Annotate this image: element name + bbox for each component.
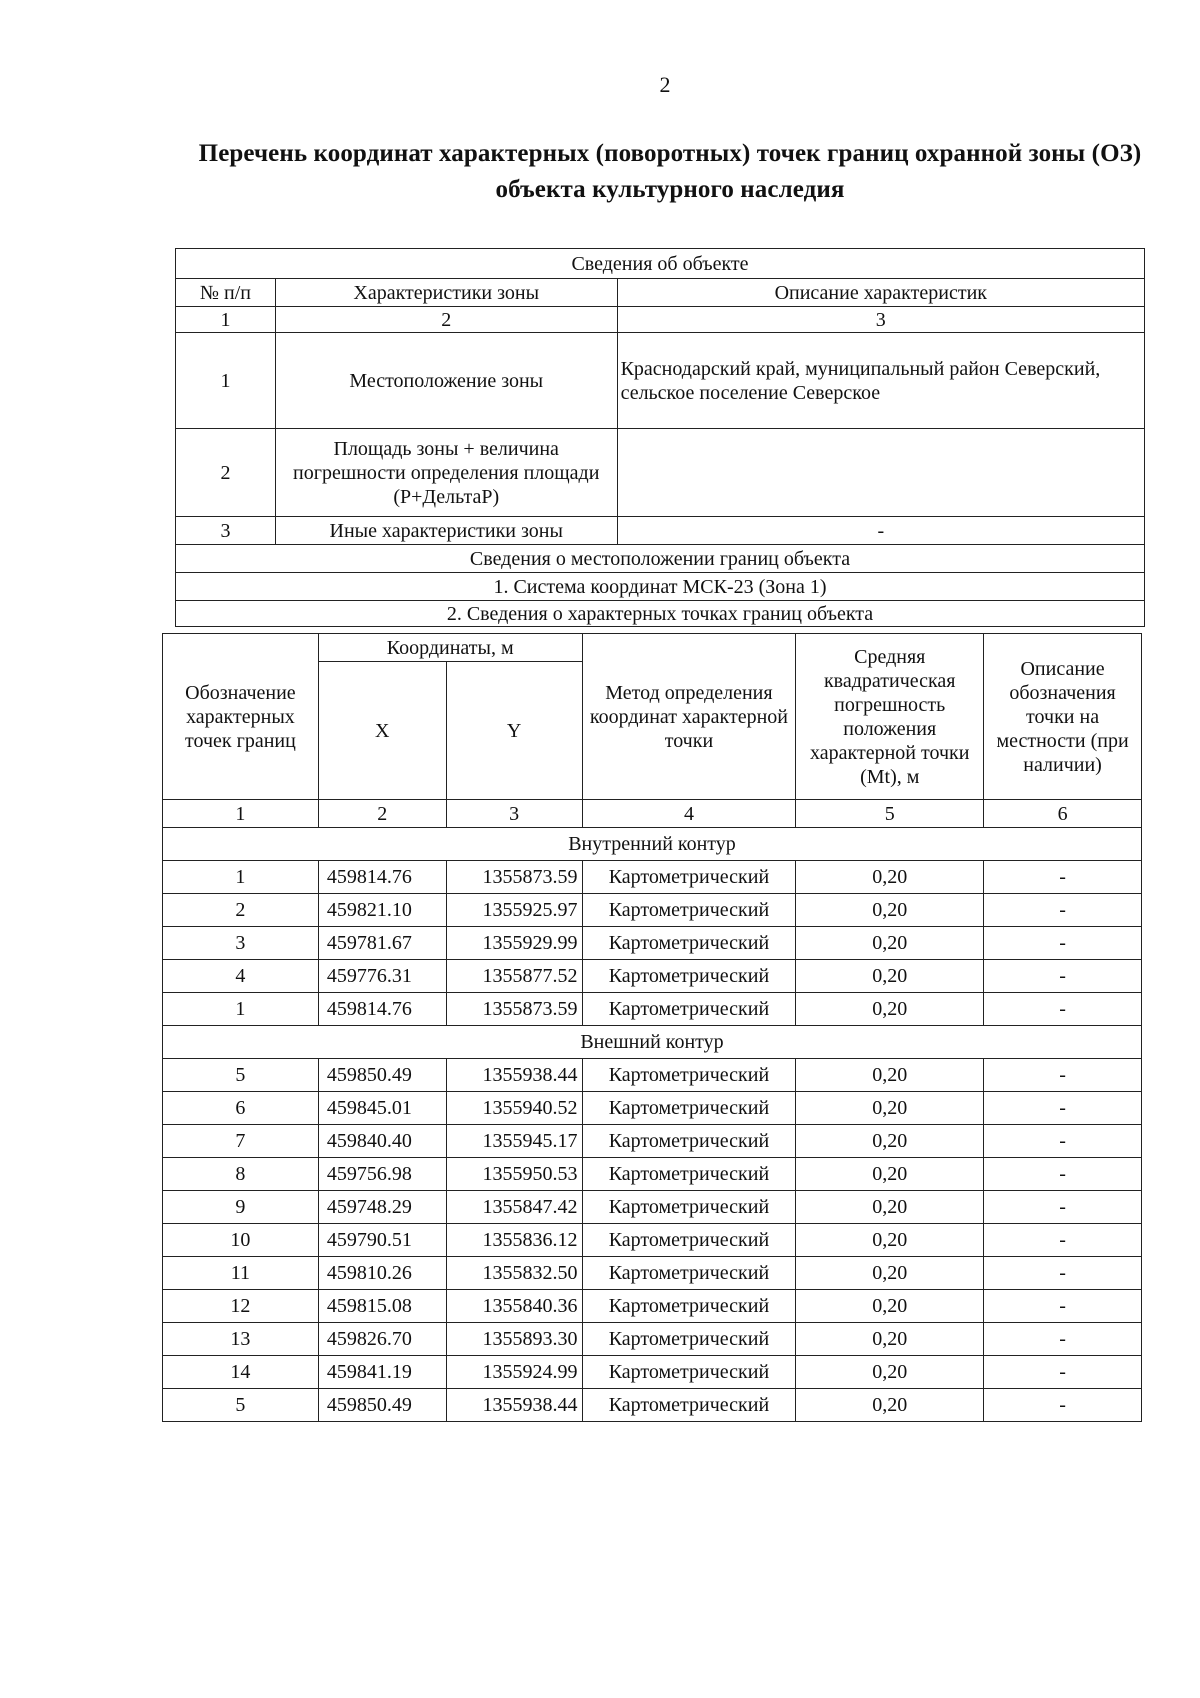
error-mt: 0,20	[796, 1323, 984, 1356]
point-id: 7	[163, 1125, 319, 1158]
point-id: 14	[163, 1356, 319, 1389]
method: Картометрический	[582, 1059, 796, 1092]
coord-y: 1355840.36	[446, 1290, 582, 1323]
header-error: Средняя квадратическая погрешность положения характерной точки (Mt), м	[796, 634, 984, 800]
coord-x: 459814.76	[318, 993, 446, 1026]
error-mt: 0,20	[796, 1389, 984, 1422]
error-mt: 0,20	[796, 894, 984, 927]
coord-x: 459845.01	[318, 1092, 446, 1125]
error-mt: 0,20	[796, 1191, 984, 1224]
point-description: -	[984, 1356, 1142, 1389]
col-header-characteristics: Характеристики зоны	[275, 279, 617, 307]
points-heading: 2. Сведения о характерных точках границ объекта	[176, 601, 1145, 627]
table-row	[163, 1389, 1142, 1422]
info-row-value	[617, 429, 1144, 517]
method: Картометрический	[582, 894, 796, 927]
point-description: -	[984, 861, 1142, 894]
error-mt: 0,20	[796, 960, 984, 993]
info-row-value: Краснодарский край, муниципальный район Северский, сельское поселение Северское	[617, 333, 1144, 429]
inner-contour-rows	[163, 861, 1142, 1026]
error-mt: 0,20	[796, 1158, 984, 1191]
table-row	[163, 1356, 1142, 1389]
method: Картометрический	[582, 1092, 796, 1125]
info-row-num: 3	[176, 517, 276, 545]
error-mt: 0,20	[796, 1290, 984, 1323]
col-number: 2	[318, 800, 446, 828]
col-number-1: 1	[176, 307, 276, 333]
coord-x: 459814.76	[318, 861, 446, 894]
coord-y: 1355873.59	[446, 861, 582, 894]
point-description: -	[984, 1257, 1142, 1290]
point-description: -	[984, 1125, 1142, 1158]
col-number-3: 3	[617, 307, 1144, 333]
coord-y: 1355938.44	[446, 1059, 582, 1092]
col-number-2: 2	[275, 307, 617, 333]
coord-x: 459850.49	[318, 1389, 446, 1422]
coord-y: 1355847.42	[446, 1191, 582, 1224]
table-row	[163, 1290, 1142, 1323]
col-number: 6	[984, 800, 1142, 828]
point-id: 9	[163, 1191, 319, 1224]
point-description: -	[984, 960, 1142, 993]
header-description: Описание обозначения точки на местности (при наличии)	[984, 634, 1142, 800]
point-description: -	[984, 894, 1142, 927]
method: Картометрический	[582, 1224, 796, 1257]
method: Картометрический	[582, 993, 796, 1026]
table-row	[163, 993, 1142, 1026]
method: Картометрический	[582, 1356, 796, 1389]
inner-contour-heading: Внутренний контур	[163, 828, 1142, 861]
header-x: X	[318, 662, 446, 800]
header-designation: Обозначение характерных точек границ	[163, 634, 319, 800]
coord-x: 459748.29	[318, 1191, 446, 1224]
error-mt: 0,20	[796, 861, 984, 894]
point-description: -	[984, 1224, 1142, 1257]
header-method: Метод определения координат характерной точки	[582, 634, 796, 800]
method: Картометрический	[582, 1290, 796, 1323]
error-mt: 0,20	[796, 993, 984, 1026]
col-header-num: № п/п	[176, 279, 276, 307]
error-mt: 0,20	[796, 1224, 984, 1257]
point-id: 5	[163, 1059, 319, 1092]
coord-system: 1. Система координат МСК-23 (Зона 1)	[176, 573, 1145, 601]
coord-y: 1355893.30	[446, 1323, 582, 1356]
method: Картометрический	[582, 861, 796, 894]
point-description: -	[984, 1191, 1142, 1224]
table-row	[163, 1059, 1142, 1092]
error-mt: 0,20	[796, 1092, 984, 1125]
coord-y: 1355929.99	[446, 927, 582, 960]
points-table	[162, 633, 1142, 1422]
point-id: 10	[163, 1224, 319, 1257]
point-id: 1	[163, 993, 319, 1026]
table-row	[163, 894, 1142, 927]
method: Картометрический	[582, 1257, 796, 1290]
point-id: 8	[163, 1158, 319, 1191]
outer-contour-heading: Внешний контур	[163, 1026, 1142, 1059]
coord-x: 459850.49	[318, 1059, 446, 1092]
point-id: 12	[163, 1290, 319, 1323]
point-description: -	[984, 1389, 1142, 1422]
table-row	[163, 1224, 1142, 1257]
coord-y: 1355925.97	[446, 894, 582, 927]
coord-x: 459826.70	[318, 1323, 446, 1356]
document-title: Перечень координат характерных (поворотных) точек границ охранной зоны (ОЗ) объекта культурного наследия	[198, 140, 1142, 204]
coord-y: 1355938.44	[446, 1389, 582, 1422]
info-row-name: Иные характеристики зоны	[275, 517, 617, 545]
point-description: -	[984, 993, 1142, 1026]
error-mt: 0,20	[796, 1125, 984, 1158]
coord-x: 459756.98	[318, 1158, 446, 1191]
table-row	[163, 1257, 1142, 1290]
coord-y: 1355950.53	[446, 1158, 582, 1191]
coord-y: 1355836.12	[446, 1224, 582, 1257]
error-mt: 0,20	[796, 927, 984, 960]
col-number: 1	[163, 800, 319, 828]
point-description: -	[984, 1158, 1142, 1191]
table-row	[163, 1191, 1142, 1224]
point-description: -	[984, 1092, 1142, 1125]
point-id: 5	[163, 1389, 319, 1422]
table-row	[163, 960, 1142, 993]
coord-y: 1355940.52	[446, 1092, 582, 1125]
table-row	[163, 1092, 1142, 1125]
method: Картометрический	[582, 1158, 796, 1191]
method: Картометрический	[582, 1125, 796, 1158]
coord-x: 459841.19	[318, 1356, 446, 1389]
col-header-description: Описание характеристик	[617, 279, 1144, 307]
coord-x: 459790.51	[318, 1224, 446, 1257]
table-row	[163, 1125, 1142, 1158]
info-row-value: -	[617, 517, 1144, 545]
table-row	[163, 861, 1142, 894]
point-description: -	[984, 1290, 1142, 1323]
coord-x: 459810.26	[318, 1257, 446, 1290]
table-row	[163, 927, 1142, 960]
method: Картометрический	[582, 1191, 796, 1224]
info-row-num: 1	[176, 333, 276, 429]
outer-contour-rows	[163, 1059, 1142, 1422]
method: Картометрический	[582, 960, 796, 993]
point-id: 13	[163, 1323, 319, 1356]
coord-x: 459776.31	[318, 960, 446, 993]
method: Картометрический	[582, 1389, 796, 1422]
coord-x: 459781.67	[318, 927, 446, 960]
info-row-name: Местоположение зоны	[275, 333, 617, 429]
info-row-name: Площадь зоны + величина погрешности определения площади (P+ДельтаP)	[275, 429, 617, 517]
coord-x: 459821.10	[318, 894, 446, 927]
col-number: 4	[582, 800, 796, 828]
point-id: 4	[163, 960, 319, 993]
coord-y: 1355873.59	[446, 993, 582, 1026]
table-row	[163, 1323, 1142, 1356]
coord-x: 459840.40	[318, 1125, 446, 1158]
point-id: 2	[163, 894, 319, 927]
point-id: 6	[163, 1092, 319, 1125]
error-mt: 0,20	[796, 1356, 984, 1389]
method: Картометрический	[582, 927, 796, 960]
table-row	[163, 1158, 1142, 1191]
object-info-table	[175, 248, 1145, 627]
col-number: 5	[796, 800, 984, 828]
location-heading: Сведения о местоположении границ объекта	[176, 545, 1145, 573]
point-id: 1	[163, 861, 319, 894]
header-coords: Координаты, м	[318, 634, 582, 662]
point-description: -	[984, 1323, 1142, 1356]
point-description: -	[984, 1059, 1142, 1092]
point-id: 11	[163, 1257, 319, 1290]
method: Картометрический	[582, 1323, 796, 1356]
coord-x: 459815.08	[318, 1290, 446, 1323]
coord-y: 1355924.99	[446, 1356, 582, 1389]
col-number: 3	[446, 800, 582, 828]
error-mt: 0,20	[796, 1059, 984, 1092]
coord-y: 1355832.50	[446, 1257, 582, 1290]
error-mt: 0,20	[796, 1257, 984, 1290]
coord-y: 1355877.52	[446, 960, 582, 993]
object-info-heading: Сведения об объекте	[176, 249, 1145, 279]
header-y: Y	[446, 662, 582, 800]
info-row-num: 2	[176, 429, 276, 517]
point-description: -	[984, 927, 1142, 960]
page-number: 2	[659, 72, 671, 97]
coord-y: 1355945.17	[446, 1125, 582, 1158]
point-id: 3	[163, 927, 319, 960]
